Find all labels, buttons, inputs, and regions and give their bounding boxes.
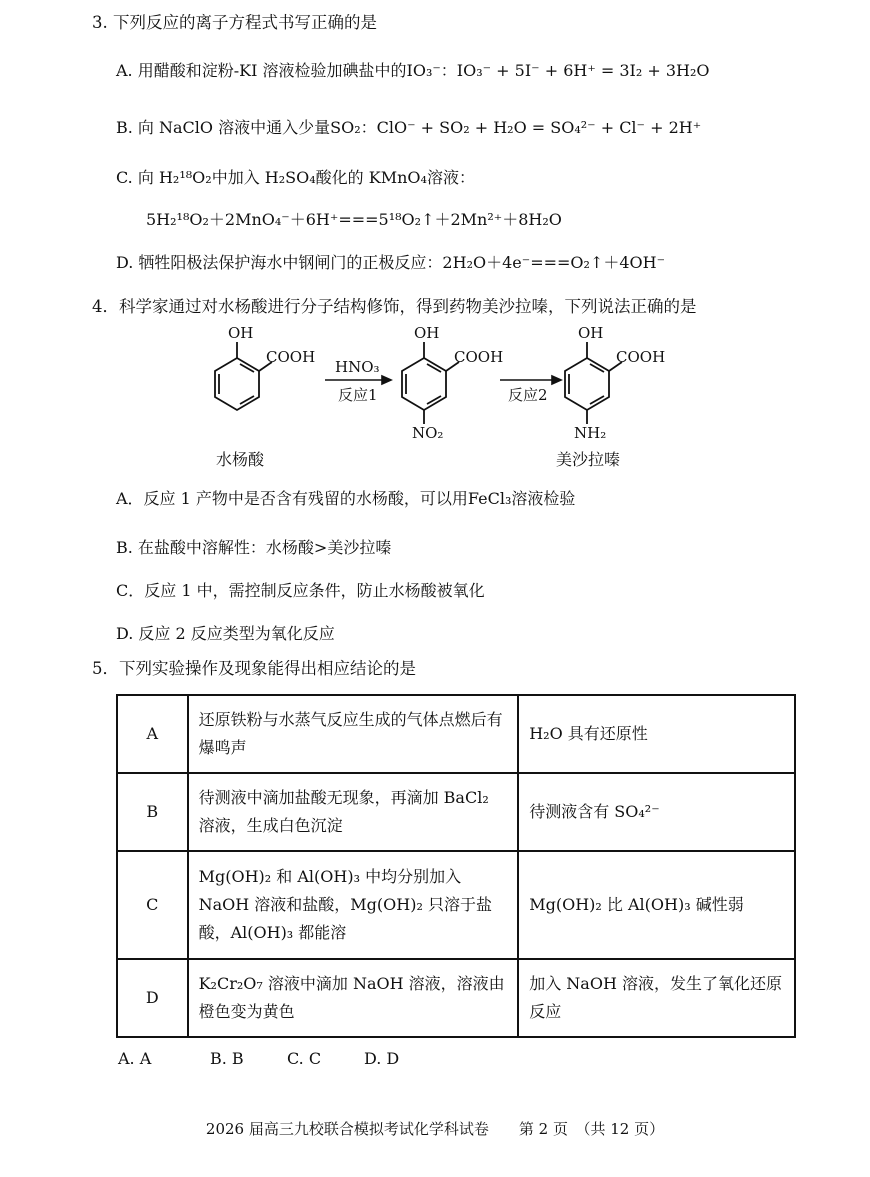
row-conclusion: Mg(OH)₂ 比 Al(OH)₃ 碱性弱 [518,851,795,959]
q3-option-d: D. 牺牲阳极法保护海水中钢闸门的正极反应：2H₂O＋4e⁻===O₂↑＋4OH⁻ [116,253,666,272]
q3-option-c-prefix: C. 向 [116,168,154,187]
no2-label: NO₂ [412,424,444,442]
oh-label-3: OH [578,324,604,342]
row-conclusion: 待测液含有 SO₄²⁻ [518,773,795,851]
page-footer: 2026 届高三九校联合模拟考试化学科试卷 第 2 页 （共 12 页） [205,1120,665,1138]
q3-option-a-formula: IO₃⁻ [406,61,441,80]
row-key: B [117,773,188,851]
table-row [117,851,795,959]
row-key: C [117,851,188,959]
cooh-label-3: COOH [616,348,666,366]
experiment-table [116,694,796,1038]
reaction-arrow-2 [500,376,561,384]
q3-option-b-equation: ：ClO⁻ + SO₂ + H₂O = SO₄²⁻ + Cl⁻ + 2H⁺ [360,118,702,137]
row-key: A [117,695,188,773]
row-operation: K₂Cr₂O₇ 溶液中滴加 NaOH 溶液，溶液由橙色变为黄色 [188,959,519,1037]
q4-option-a-fecl3: FeCl₃ [467,489,512,508]
row-conclusion: H₂O 具有还原性 [518,695,795,773]
benzene-ring-mesalazine [565,342,622,424]
q3-option-b [116,117,701,139]
q4-option-a-tail: 溶液检验 [511,489,576,508]
reaction-scheme [0,320,870,470]
table-row [117,773,795,851]
step2-label: 反应2 [508,386,548,404]
q3-stem: 3. 下列反应的离子方程式书写正确的是 [92,13,377,32]
reagent-hno3: HNO₃ [335,358,380,376]
reaction-arrow-1 [325,376,391,384]
row-conclusion: 加入 NaOH 溶液，发生了氧化还原反应 [518,959,795,1037]
row-key: D [117,959,188,1037]
q3-option-a-equation: ：IO₃⁻ + 5I⁻ + 6H⁺ = 3I₂ + 3H₂O [440,61,710,80]
q4-option-a-prefix: A．反应 1 产物中是否含有残留的水杨酸，可以用 [116,489,468,508]
reaction-scheme-svg [0,320,870,470]
q3-option-c [116,167,475,189]
q5-choice-a: A. A [118,1049,152,1068]
q5-choice-d: D. D [364,1049,400,1068]
benzene-ring-nitro [402,342,459,424]
table-row [117,695,795,773]
q4-option-b: B. 在盐酸中溶解性：水杨酸>美沙拉嗪 [116,538,392,557]
benzene-ring-salicylic [215,342,272,410]
row-operation: Mg(OH)₂ 和 Al(OH)₃ 中均分别加入 NaOH 溶液和盐酸，Mg(OH)₂ 只溶于盐酸，Al(OH)₃ 都能溶 [188,851,519,959]
q5-choice-b: B. B [210,1049,244,1068]
oh-label-2: OH [414,324,440,342]
q3-option-a [116,60,710,82]
q3-option-c-equation: 5H₂¹⁸O₂＋2MnO₄⁻＋6H⁺===5¹⁸O₂↑＋2Mn²⁺＋8H₂O [146,210,562,229]
q5-choice-c: C. C [287,1049,322,1068]
q3-option-c-tail: 溶液： [426,168,475,187]
q3-option-c-mid2: 酸化的 [315,168,364,187]
q5-stem: 5．下列实验操作及现象能得出相应结论的是 [92,659,416,678]
row-operation: 待测液中滴加盐酸无现象，再滴加 BaCl₂ 溶液，生成白色沉淀 [188,773,519,851]
q3-option-b-formula: SO₂ [330,118,361,137]
step1-label: 反应1 [338,386,378,404]
q3-option-c-kmno4: KMnO₄ [368,168,427,187]
q4-option-c: C．反应 1 中，需控制反应条件，防止水杨酸被氧化 [116,581,485,600]
nh2-label: NH₂ [574,424,607,442]
name-mesalazine: 美沙拉嗪 [556,450,621,469]
row-operation: 还原铁粉与水蒸气反应生成的气体点燃后有爆鸣声 [188,695,519,773]
q4-option-a [116,488,575,510]
table-row [117,959,795,1037]
q4-option-d: D. 反应 2 反应类型为氧化反应 [116,624,335,643]
name-salicylic-acid: 水杨酸 [216,450,265,469]
cooh-label-2: COOH [454,348,504,366]
oh-label-1: OH [228,324,254,342]
q4-stem: 4．科学家通过对水杨酸进行分子结构修饰，得到药物美沙拉嗪，下列说法正确的是 [92,297,697,316]
q3-option-c-mid1: 中加入 [211,168,260,187]
q3-option-c-h2o2: H₂¹⁸O₂ [158,168,212,187]
q3-option-b-prefix: B. 向 NaClO 溶液中通入少量 [116,118,331,137]
cooh-label-1: COOH [266,348,316,366]
q3-option-c-h2so4: H₂SO₄ [264,168,316,187]
q3-option-a-prefix: A. 用醋酸和淀粉-KI 溶液检验加碘盐中的 [116,61,407,80]
